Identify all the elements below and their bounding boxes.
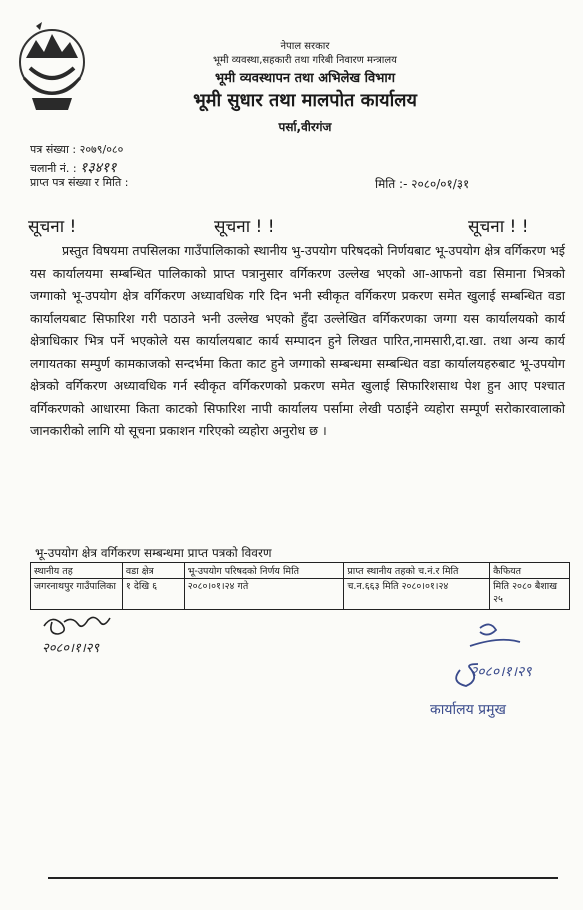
document-date: मिति :- २०८०/०१/३१	[375, 177, 470, 191]
header-line-department: भूमी व्यवस्थापन तथा अभिलेख विभाग	[214, 71, 396, 86]
nepal-emblem-logo	[12, 18, 92, 114]
cell-local-level: जगरनाथपुर गाउँपालिका	[31, 579, 123, 610]
received-letter-label: प्राप्त पत्र संख्या र मिति :	[30, 176, 129, 189]
dispatch-number-handwritten: १३४११	[80, 160, 117, 176]
cell-decision-date: २०८०।०१।२४ गते	[184, 579, 344, 610]
header-line-office: भूमी सुधार तथा मालपोत कार्यालय	[193, 90, 417, 111]
notice-heading-right: सूचना ! !	[468, 217, 529, 237]
notice-body: प्रस्तुत विषयमा तपसिलका गाउँपालिकाको स्थानीय भु-उपयोग परिषदको निर्णयबाट भू-उपयोग क्षेत्र वर्गिकरण भई यस कार्यालयमा सम्बन्धित पालिकाको प्राप्त पत्रानुसार वर्गिकरण उल्लेख भएको आ-आफनो वडा सिमाना भित्रको जग्गाको भू-उपयोग क्षेत्र वर्गिकरण अध्यावधिक गरि दिन भनी स्वीकृत वर्गिकरण प्रकरण समेत खुलाई सम्बन्धित वडा कार्यालयबाट सिफारिश गरी पठाउने भनी उल्लेख भएको हुँदा उल्लेखित वर्गिकरणका जग्गा यस कार्यालयको कार्य क्षेत्राधिकार भित्र पर्ने भएकोले यस कार्यालयबाट कार्य सम्पादन हुने लिखत पारित,नामसारी,दा.खा. तथा अन्य कार्य लगायतका सम्पुर्ण कामकाजको सन्दर्भमा किता काट हुने जग्गाको सम्बन्धमा सम्बन्धित वडा कार्यालयहरुबाट भू-उपयोग क्षेत्रको वर्गिकरण अध्यावधिक गर्न स्वीकृत वर्गिकरणको प्रकरण समेत खुलाई सिफारिशसाथ पेश हुन आए पश्चात वर्गिकरणको आधारमा किता काटको सिफारिश नापी कार्यालय पर्सामा लेखी पठाईने व्यहोरा सम्पूर्ण सरोकारवालाको जानकारीको लागि यो सूचना प्रकाशन गरिएको व्यहोरा अनुरोध छ ।	[30, 243, 565, 438]
header-line-ministry: भूमी व्यवस्था,सहकारी तथा गरिबी निवारण मन्त्रालय	[213, 55, 397, 66]
header-local-level: स्थानीय तह	[31, 563, 123, 579]
header-line-location: पर्सा,वीरगंज	[278, 120, 332, 134]
table-row	[31, 579, 570, 610]
right-handwritten-signature	[440, 620, 550, 700]
right-signature-date: २०८०।१।२९	[470, 664, 532, 680]
header-ward: वडा क्षेत्र	[122, 563, 184, 579]
notice-heading-center: सूचना ! !	[214, 217, 275, 237]
cell-ward: १ देखि ६	[122, 579, 184, 610]
cell-remarks: मिति २०८० बैशाख २५	[490, 579, 570, 610]
dispatch-label: चलानी नं. :	[30, 162, 77, 175]
notice-heading-left: सूचना !	[28, 217, 77, 237]
left-handwritten-signature	[38, 612, 128, 658]
header-dispatch-ref: प्राप्त स्थानीय तहको च.नं.र मिति	[344, 563, 490, 579]
header-line-government: नेपाल सरकार	[280, 41, 330, 52]
letter-number: पत्र संख्या : २०७९/०८०	[30, 143, 124, 156]
classification-table	[30, 562, 570, 610]
left-signature-date: २०८०।१।२९	[42, 641, 100, 656]
bottom-divider	[48, 877, 558, 879]
table-title: भू-उपयोग क्षेत्र वर्गिकरण सम्बन्धमा प्राप्त पत्रको विवरण	[35, 546, 272, 560]
table-header-row	[31, 563, 570, 579]
cell-dispatch-ref: च.न.६६३ मिति २०८०।०१।२४	[344, 579, 490, 610]
header-decision-date: भू-उपयोग परिषदको निर्णय मिति	[184, 563, 344, 579]
office-head-stamp: कार्यालय प्रमुख	[430, 702, 506, 718]
header-remarks: कैफियत	[490, 563, 570, 579]
